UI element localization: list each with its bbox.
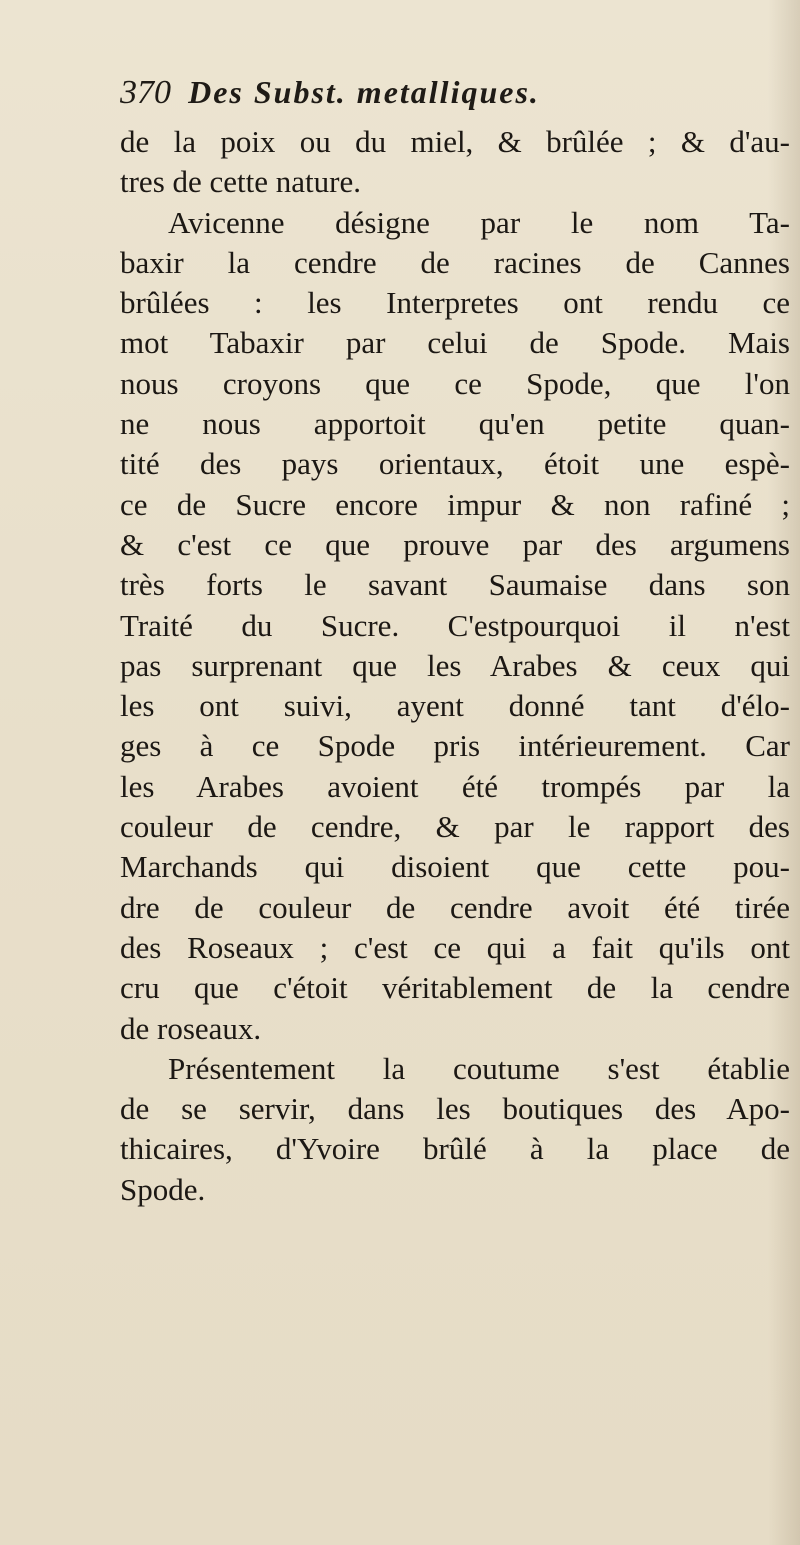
page-header (120, 74, 780, 124)
text-line: les ont suivi, ayent donné tant d'élo- (120, 688, 790, 724)
text-line: brûlées : les Interpretes ont rendu ce (120, 285, 790, 321)
text-line: des Roseaux ; c'est ce qui a fait qu'ils ont (120, 929, 790, 965)
text-line: très forts le savant Saumaise dans son (120, 567, 790, 603)
text-line: tité des pays orientaux, étoit une espè- (120, 446, 790, 482)
text-line: cru que c'étoit véritablement de la cendre (120, 970, 790, 1006)
text-line: de roseaux. (120, 1010, 262, 1046)
text-line: Présentement la coutume s'est établie (168, 1050, 790, 1086)
text-line: & c'est ce que prouve par des argumens (120, 526, 790, 562)
text-line: thicaires, d'Yvoire brûlé à la place de (120, 1131, 790, 1167)
text-line: dre de couleur de cendre avoit été tirée (120, 889, 790, 925)
text-line: couleur de cendre, & par le rapport des (120, 809, 790, 845)
text-line: Spode. (120, 1171, 206, 1207)
text-line: ce de Sucre encore impur & non rafiné ; (120, 486, 790, 522)
text-line: tres de cette nature. (120, 164, 361, 200)
text-line: Avicenne désigne par le nom Ta- (168, 204, 790, 240)
text-line: Marchands qui disoient que cette pou- (120, 849, 790, 885)
text-line: nous croyons que ce Spode, que l'on (120, 365, 790, 401)
page-number: 370 (120, 74, 171, 111)
body-text (120, 122, 790, 1210)
text-line: baxir la cendre de racines de Cannes (120, 244, 790, 280)
text-line: Traité du Sucre. C'estpourquoi il n'est (120, 607, 790, 643)
text-line: les Arabes avoient été trompés par la (120, 768, 790, 804)
running-head: Des Subst. metalliques. (188, 74, 540, 110)
text-line: ges à ce Spode pris intérieurement. Car (120, 728, 790, 764)
text-line: pas surprenant que les Arabes & ceux qui (120, 647, 790, 683)
text-line: de se servir, dans les boutiques des Apo- (120, 1091, 790, 1127)
text-line: ne nous apportoit qu'en petite quan- (120, 406, 790, 442)
text-line: de la poix ou du miel, & brûlée ; & d'au- (120, 124, 790, 159)
text-line: mot Tabaxir par celui de Spode. Mais (120, 325, 790, 361)
